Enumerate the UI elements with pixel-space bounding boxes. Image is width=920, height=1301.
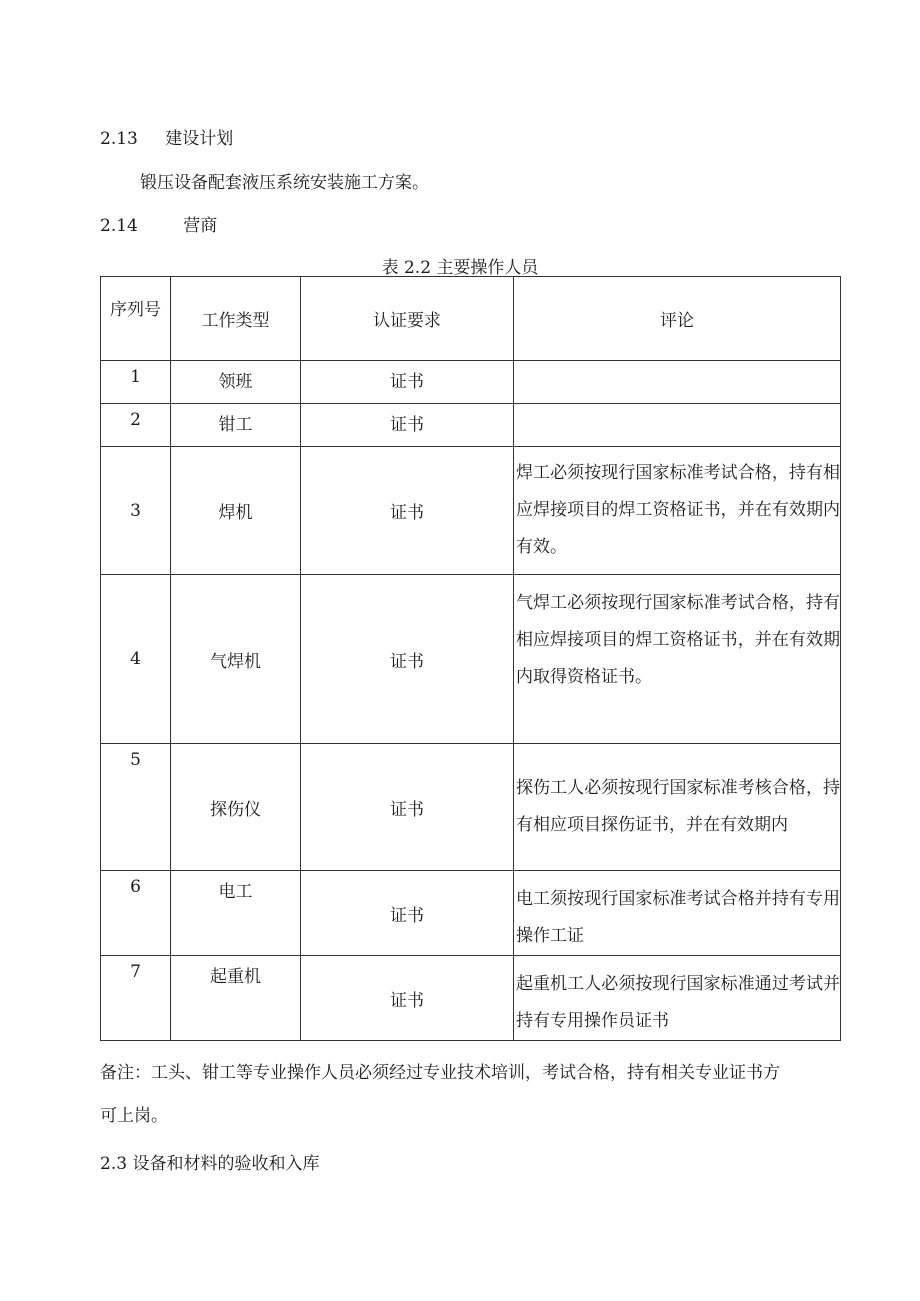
row-remark: 气焊工必须按现行国家标准考试合格，持有相应焊接项目的焊工资格证书，并在有效期内取得资格证书。 — [514, 575, 841, 744]
row-cert: 证书 — [301, 447, 514, 575]
row-remark — [514, 361, 841, 404]
section-title: 建设计划 — [165, 129, 234, 149]
row-remark: 焊工必须按现行国家标准考试合格，持有相应焊接项目的焊工资格证书，并在有效期内有效。 — [514, 447, 841, 575]
note-line-2: 可上岗。 — [100, 1106, 168, 1126]
row-type: 探伤仪 — [171, 744, 301, 871]
row-type: 钳工 — [171, 404, 301, 447]
table-header-row — [101, 277, 841, 361]
table-row — [101, 361, 841, 404]
row-cert: 证书 — [301, 404, 514, 447]
operators-table-wrap — [100, 276, 840, 1041]
header-remark: 评论 — [514, 277, 841, 361]
row-type: 电工 — [171, 871, 301, 956]
row-remark: 电工须按现行国家标准考试合格并持有专用操作工证 — [514, 871, 841, 956]
row-type: 起重机 — [171, 956, 301, 1041]
section-2-3-heading: 2.3 设备和材料的验收和入库 — [100, 1154, 320, 1174]
row-remark: 探伤工人必须按现行国家标准考核合格，持有相应项目探伤证书，并在有效期内 — [514, 744, 841, 871]
header-cert: 认证要求 — [301, 277, 514, 361]
section-number: 2.14 — [100, 216, 138, 236]
section-title: 营商 — [183, 216, 218, 236]
table-caption: 表 2.2 主要操作人员 — [381, 258, 539, 278]
header-serial: 序列号 — [101, 277, 171, 361]
table-row — [101, 744, 841, 871]
section-2-13-body: 锻压设备配套液压系统安装施工方案。 — [140, 173, 429, 193]
row-serial: 6 — [101, 871, 171, 956]
row-cert: 证书 — [301, 575, 514, 744]
row-remark: 起重机工人必须按现行国家标准通过考试并持有专用操作员证书 — [514, 956, 841, 1041]
row-remark — [514, 404, 841, 447]
row-serial: 7 — [101, 956, 171, 1041]
row-serial: 4 — [101, 575, 171, 744]
row-type: 焊机 — [171, 447, 301, 575]
row-cert: 证书 — [301, 871, 514, 956]
row-cert: 证书 — [301, 956, 514, 1041]
table-row — [101, 404, 841, 447]
row-serial: 2 — [101, 404, 171, 447]
table-row — [101, 447, 841, 575]
note-line-1: 备注：工头、钳工等专业操作人员必须经过专业技术培训，考试合格，持有相关专业证书方 — [100, 1063, 780, 1083]
section-2-14-heading — [100, 211, 217, 236]
row-cert: 证书 — [301, 361, 514, 404]
table-row — [101, 871, 841, 956]
table-row — [101, 575, 841, 744]
row-serial: 5 — [101, 744, 171, 871]
table-row — [101, 956, 841, 1041]
section-2-13-heading — [100, 124, 233, 149]
row-type: 领班 — [171, 361, 301, 404]
row-cert: 证书 — [301, 744, 514, 871]
row-type: 气焊机 — [171, 575, 301, 744]
header-type: 工作类型 — [171, 277, 301, 361]
row-serial: 3 — [101, 447, 171, 575]
section-number: 2.13 — [100, 129, 138, 149]
row-serial: 1 — [101, 361, 171, 404]
operators-table — [100, 276, 841, 1041]
